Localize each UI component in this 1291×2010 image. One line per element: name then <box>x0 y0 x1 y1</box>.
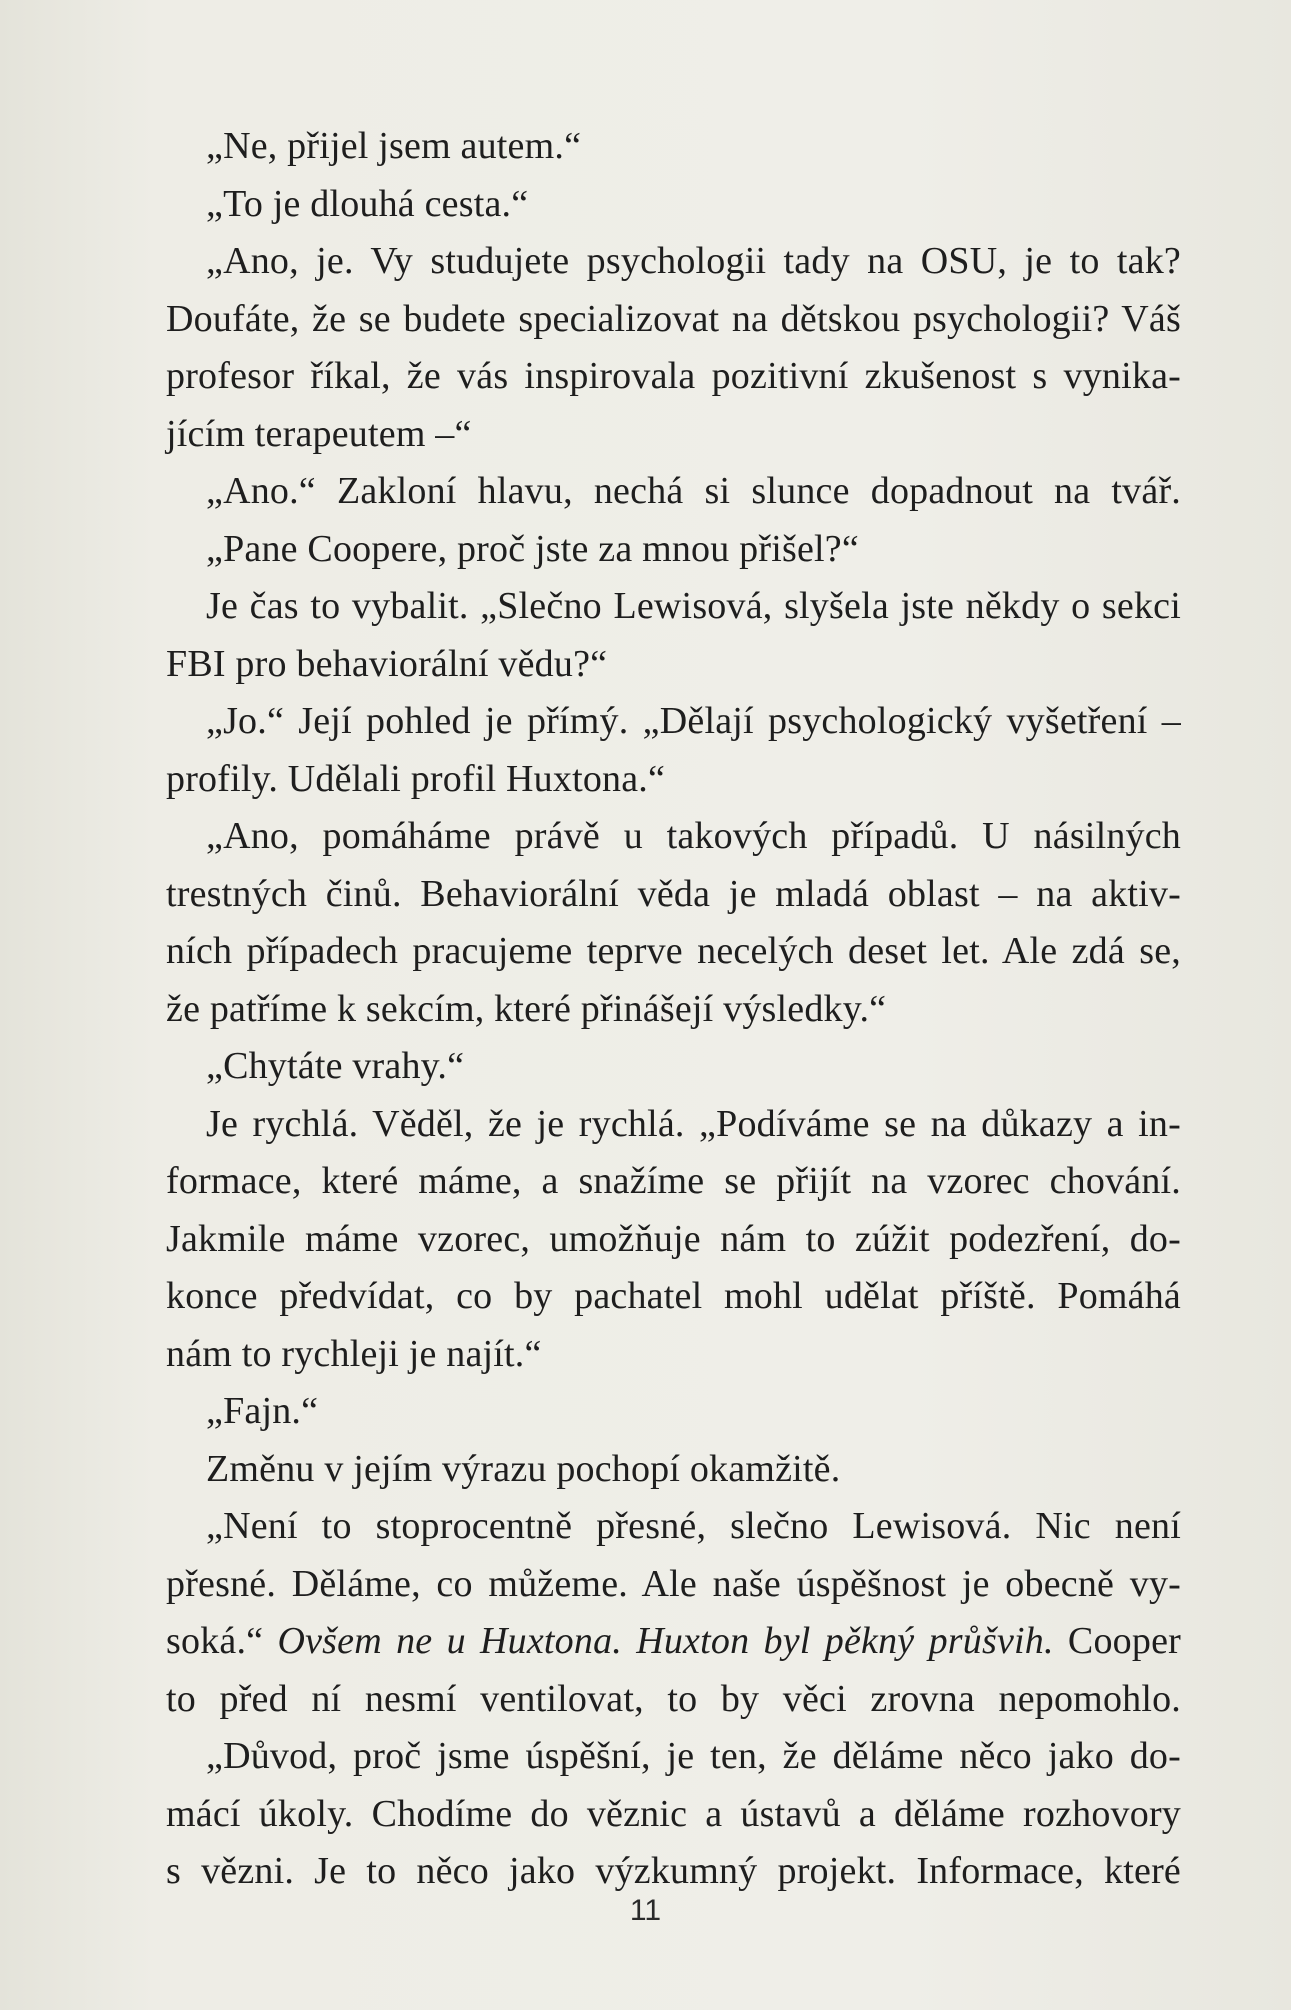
text-line: „Ano, pomáháme právě u takových případů. U násilných <box>206 815 1181 857</box>
italic-thought: Ovšem ne u Huxtona. Huxton byl pěkný průšvih. <box>277 1620 1054 1662</box>
text-line: „Důvod, proč jsme úspěšní, je ten, že děláme něco jako do- <box>206 1735 1181 1777</box>
text-segment: Cooper <box>1053 1620 1181 1662</box>
text-line: „Ano.“ Zakloní hlavu, nechá si slunce dopadnout na tvář. <box>206 470 1181 512</box>
text-line: že patříme k sekcím, které přinášejí výsledky.“ <box>166 987 887 1030</box>
text-line: „Ano, je. Vy studujete psychologii tady na OSU, je to tak? <box>206 240 1181 282</box>
text-line: „Není to stoprocentně přesné, slečno Lewisová. Nic není <box>206 1505 1181 1547</box>
text-line: ních případech pracujeme teprve necelých deset let. Ale zdá se, <box>166 930 1181 972</box>
text-line: Změnu v jejím výrazu pochopí okamžitě. <box>206 1447 841 1490</box>
text-segment: soká.“ <box>166 1620 278 1662</box>
text-line: Je rychlá. Věděl, že je rychlá. „Podíváme se na důkazy a in- <box>206 1102 1181 1145</box>
text-line: nám to rychleji je najít.“ <box>166 1332 542 1375</box>
text-line: „Pane Coopere, proč jste za mnou přišel?“ <box>206 527 859 570</box>
text-line: „Jo.“ Její pohled je přímý. „Dělají psychologický vyšetření – <box>206 700 1181 742</box>
text-line: profily. Udělali profil Huxtona.“ <box>166 757 666 800</box>
text-line: Jakmile máme vzorec, umožňuje nám to zúžit podezření, do- <box>166 1217 1181 1260</box>
text-line: konce předvídat, co by pachatel mohl udělat příště. Pomáhá <box>166 1275 1181 1317</box>
text-line: formace, které máme, a snažíme se přijít na vzorec chování. <box>166 1160 1181 1202</box>
text-line: to před ní nesmí ventilovat, to by věci zrovna nepomohlo. <box>166 1677 1181 1720</box>
text-line: „To je dlouhá cesta.“ <box>206 182 529 225</box>
text-line: profesor říkal, že vás inspirovala pozitivní zkušenost s vynika- <box>166 355 1181 397</box>
text-line: FBI pro behaviorální vědu?“ <box>166 642 608 685</box>
page-number: 11 <box>629 1894 662 1927</box>
text-line: Doufáte, že se budete specializovat na dětskou psychologii? Váš <box>166 297 1181 340</box>
text-line: Je čas to vybalit. „Slečno Lewisová, slyšela jste někdy o sekci <box>206 585 1181 627</box>
text-line: přesné. Děláme, co můžeme. Ale naše úspěšnost je obecně vy- <box>166 1562 1181 1605</box>
text-line: s vězni. Je to něco jako výzkumný projekt. Informace, které <box>166 1850 1181 1892</box>
text-line: „Chytáte vrahy.“ <box>206 1045 465 1087</box>
text-line: „Fajn.“ <box>206 1390 319 1432</box>
body-text <box>166 118 1181 1901</box>
text-line: mácí úkoly. Chodíme do věznic a ústavů a děláme rozhovory <box>166 1792 1181 1835</box>
text-line: jícím terapeutem –“ <box>166 412 472 455</box>
text-line-mixed <box>166 1613 1181 1671</box>
text-line: „Ne, přijel jsem autem.“ <box>206 125 582 167</box>
text-line: trestných činů. Behaviorální věda je mladá oblast – na aktiv- <box>166 872 1181 915</box>
